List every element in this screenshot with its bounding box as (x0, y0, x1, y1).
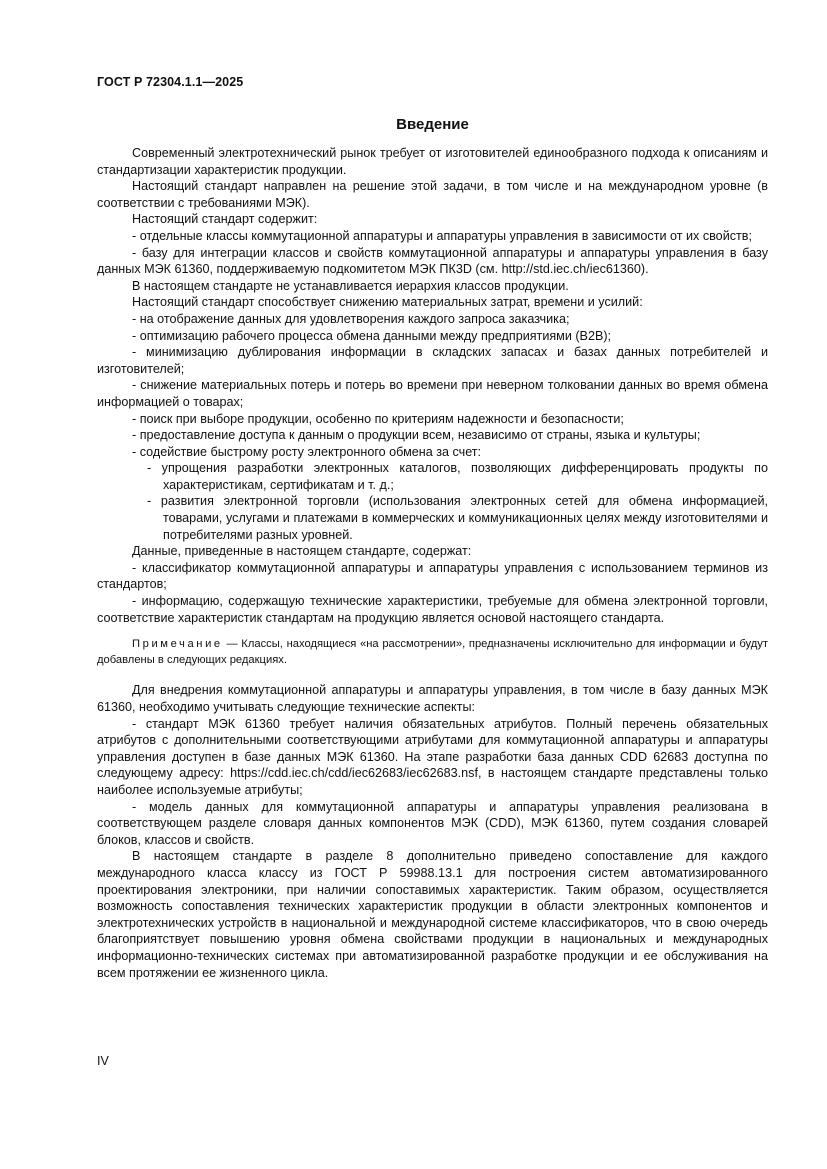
list-item: - снижение материальных потерь и потерь во времени при неверном толковании данных во время обмена информацией о товарах; (97, 378, 768, 409)
list-item: - поиск при выборе продукции, особенно по критериям надежности и безопасности; (132, 411, 624, 426)
paragraph: В настоящем стандарте не устанавливается иерархия классов продукции. (132, 278, 569, 293)
list-item: - минимизацию дублирования информации в складских запасах и базах данных потребителей и изготовителей; (97, 345, 768, 376)
list-item: - модель данных для коммутационной аппаратуры и аппаратуры управления реализована в соответствующем разделе словаря данных компонентов МЭК (CDD), МЭК 61360, путем создания словарей блоков, классов и свойств. (97, 799, 768, 847)
paragraph: Настоящий стандарт способствует снижению материальных затрат, времени и усилий: (132, 295, 643, 310)
paragraph: Для внедрения коммутационной аппаратуры и аппаратуры управления, в том числе в базу данных МЭК 61360, необходимо учитывать следующие технические аспекты: (97, 683, 768, 714)
list-item: - на отображение данных для удовлетворения каждого запроса заказчика; (132, 311, 570, 326)
note-text: — Классы, находящиеся «на рассмотрении», предназначены исключительно для информации и будут добавлены в следующих редакциях. (97, 638, 768, 666)
page-number: IV (97, 1054, 109, 1068)
list-item: - оптимизацию рабочего процесса обмена данными между предприятиями (B2B); (132, 328, 612, 343)
list-item: - содействие быстрому росту электронного обмена за счет: (132, 444, 482, 459)
paragraph: Современный электротехнический рынок требует от изготовителей единообразного подхода к описаниям и стандартизации характеристик продукции. (97, 146, 768, 177)
paragraph: В настоящем стандарте в разделе 8 дополнительно приведено сопоставление для каждого международного класса классу из ГОСТ Р 59988.13.1 для построения систем автоматизированного проектирования электроники, при наличии сопоставимых характеристик. Таким образом, осуществляется возможность сопоставления технических характеристик продукции в области электронных компонентов и электротехнических устройств в национальной и международной системе классификаторов, что в свою очередь благоприятствует повышению уровня обмена свойствами продукции в национальных и международных информационно-технических системах при автоматизированной разработке продукции и ее обслуживания на всем протяжении ее жизненного цикла. (97, 849, 768, 980)
list-item: - базу для интеграции классов и свойств коммутационной аппаратуры и аппаратуры управления в базу данных МЭК 61360, поддерживаемую подкомитетом МЭК ПК3D (см. http://std.iec.ch/iec61360). (97, 245, 768, 277)
sub-list-item: - упрощения разработки электронных каталогов, позволяющих дифференцировать продукты по характеристикам, сертификатам и т. д.; (147, 461, 768, 492)
note-label: Примечание (132, 638, 223, 651)
list-item: - классификатор коммутационной аппаратуры и аппаратуры управления с использованием терминов из стандартов; (97, 560, 768, 592)
document-body (97, 145, 768, 981)
document-header: ГОСТ Р 72304.1.1—2025 (97, 75, 244, 89)
list-item: - отдельные классы коммутационной аппаратуры и аппаратуры управления в зависимости от их свойств; (132, 228, 752, 243)
paragraph: Настоящий стандарт направлен на решение этой задачи, в том числе и на международном уровне (в соответствии с требованиями МЭК). (97, 179, 768, 210)
sub-list-item: - развития электронной торговли (использования электронных сетей для обмена информацией, товарами, услугами и платежами в коммерческих и коммуникационных целях между изготовителями и потребителями разных уровней. (147, 494, 768, 542)
paragraph: Данные, приведенные в настоящем стандарте, содержат: (132, 544, 472, 559)
note (97, 637, 768, 668)
paragraph: Настоящий стандарт содержит: (132, 212, 318, 227)
section-title: Введение (396, 116, 469, 133)
list-item: - информацию, содержащую технические характеристики, требуемые для обмена электронной торговли, соответствие характеристик стандартам на продукцию является основой настоящего стандарта. (97, 594, 768, 625)
list-item: - предоставление доступа к данным о продукции всем, независимо от страны, языка и культуры; (132, 428, 701, 443)
list-item: - стандарт МЭК 61360 требует наличия обязательных атрибутов. Полный перечень обязательных атрибутов с дополнительными соответствующими атрибутами для коммутационной аппаратуры и аппаратуры управления доступен в базе данных МЭК 61360. На этапе разработки база данных CDD 62683 доступна по следующему адресу: https://cdd.iec.ch/cdd/iec62683/iec62683.nsf, в настоящем стандарте представлены только наиболее используемые атрибуты; (97, 716, 768, 797)
